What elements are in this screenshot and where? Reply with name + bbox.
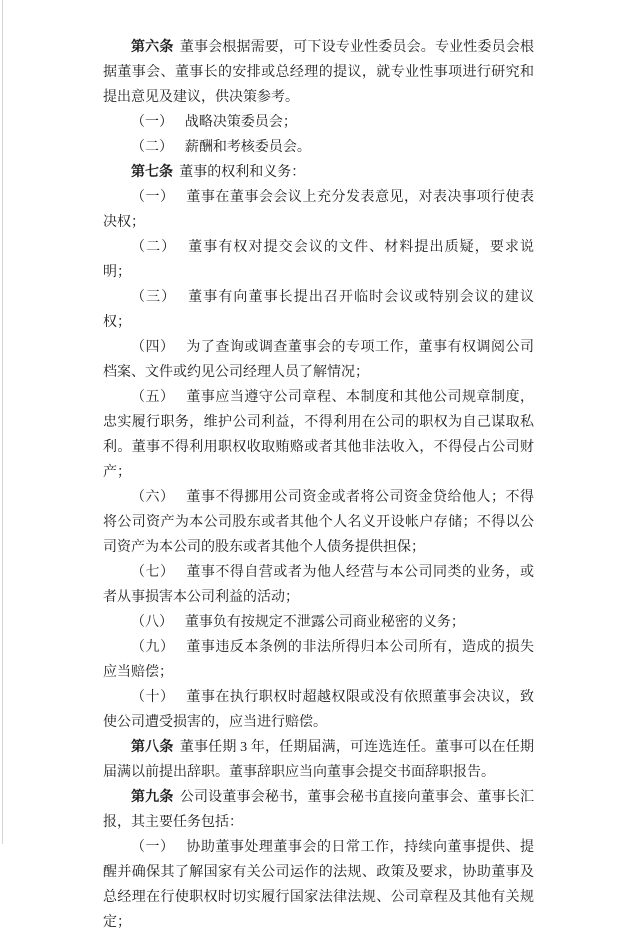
paragraph-label: （八） bbox=[131, 615, 173, 630]
paragraph-text: 董事有向董事长提出召开临时会议或特别会议的建议权； bbox=[103, 290, 535, 330]
paragraph-label: （九） bbox=[131, 640, 175, 655]
paragraph-text: 薪酬和考核委员会。 bbox=[184, 140, 311, 155]
paragraph bbox=[103, 785, 534, 835]
page-left-edge-line bbox=[2, 0, 3, 844]
paragraph bbox=[103, 110, 534, 135]
paragraph bbox=[103, 135, 534, 160]
paragraph-label: （六） bbox=[131, 490, 175, 505]
paragraph-label: 第八条 bbox=[131, 740, 174, 755]
paragraph bbox=[103, 385, 534, 485]
paragraph bbox=[103, 335, 534, 385]
paragraph-label: 第七条 bbox=[131, 165, 173, 180]
paragraph-label: （一） bbox=[131, 115, 173, 130]
paragraph-label: （三） bbox=[131, 290, 177, 305]
paragraph bbox=[103, 635, 534, 685]
paragraph-text: 协助董事处理董事会的日常工作，持续向董事提供、提醒并确保其了解国家有关公司运作的法规、政策及要求，协助董事及总经理在行使职权时切实履行国家法律法规、公司章程及其他有关规定； bbox=[103, 840, 535, 930]
paragraph bbox=[103, 560, 534, 610]
paragraph-label: （一） bbox=[131, 840, 175, 855]
paragraph bbox=[103, 185, 534, 235]
paragraph-label: （五） bbox=[131, 390, 175, 405]
paragraph-text: 董事在董事会会议上充分发表意见，对表决事项行使表决权； bbox=[103, 190, 535, 230]
paragraph bbox=[103, 835, 534, 935]
paragraph-text: 董事违反本条例的非法所得归本公司所有，造成的损失应当赔偿； bbox=[103, 640, 535, 680]
paragraph bbox=[103, 235, 534, 285]
paragraph-text: 董事会根据需要，可下设专业性委员会。专业性委员会根据董事会、董事长的安排或总经理的提议，就专业性事项进行研究和提出意见及建议，供决策参考。 bbox=[103, 40, 535, 105]
paragraph-text: 董事在执行职权时超越权限或没有依照董事会决议，致使公司遭受损害的，应当进行赔偿。 bbox=[103, 690, 535, 730]
paragraph bbox=[103, 35, 534, 110]
paragraph-label: （二） bbox=[131, 140, 173, 155]
paragraph-text: 战略决策委员会； bbox=[184, 115, 297, 130]
paragraph-label: （十） bbox=[131, 690, 175, 705]
paragraph-text: 董事有权对提交会议的文件、材料提出质疑，要求说明； bbox=[103, 240, 535, 280]
paragraph bbox=[103, 285, 534, 335]
paragraph bbox=[103, 485, 534, 560]
paragraph-label: 第六条 bbox=[131, 40, 174, 55]
paragraph bbox=[103, 685, 534, 735]
paragraph bbox=[103, 160, 534, 185]
paragraph bbox=[103, 610, 534, 635]
paragraph-text: 董事应当遵守公司章程、本制度和其他公司规章制度，忠实履行职务，维护公司利益，不得利用在公司的职权为自己谋取私利。董事不得利用职权收取贿赂或者其他非法收入，不得侵占公司财产； bbox=[103, 390, 535, 480]
paragraph-label: 第九条 bbox=[131, 790, 174, 805]
paragraph-label: （二） bbox=[131, 240, 177, 255]
paragraph-text: 董事负有按规定不泄露公司商业秘密的义务； bbox=[184, 615, 465, 630]
paragraph bbox=[103, 735, 534, 785]
paragraph-label: （七） bbox=[131, 565, 175, 580]
paragraph-text: 董事不得自营或者为他人经营与本公司同类的业务，或者从事损害本公司利益的活动； bbox=[103, 565, 535, 605]
paragraph-text: 为了查询或调查董事会的专项工作，董事有权调阅公司档案、文件或约见公司经理人员了解情况； bbox=[103, 340, 535, 380]
paragraph-text: 公司设董事会秘书，董事会秘书直接向董事会、董事长汇报，其主要任务包括： bbox=[103, 790, 535, 830]
paragraph-text: 董事不得挪用公司资金或者将公司资金贷给他人；不得将公司资产为本公司股东或者其他个人名义开设帐户存储；不得以公司资产为本公司的股东或者其他个人债务提供担保； bbox=[103, 490, 535, 555]
paragraph-text: 董事任期 3 年，任期届满，可连选连任。董事可以在任期届满以前提出辞职。董事辞职应当向董事会提交书面辞职报告。 bbox=[103, 740, 535, 780]
paragraph-label: （一） bbox=[131, 190, 175, 205]
document-body bbox=[103, 35, 534, 935]
paragraph-text: 董事的权利和义务： bbox=[179, 165, 306, 180]
paragraph-label: （四） bbox=[131, 340, 175, 355]
